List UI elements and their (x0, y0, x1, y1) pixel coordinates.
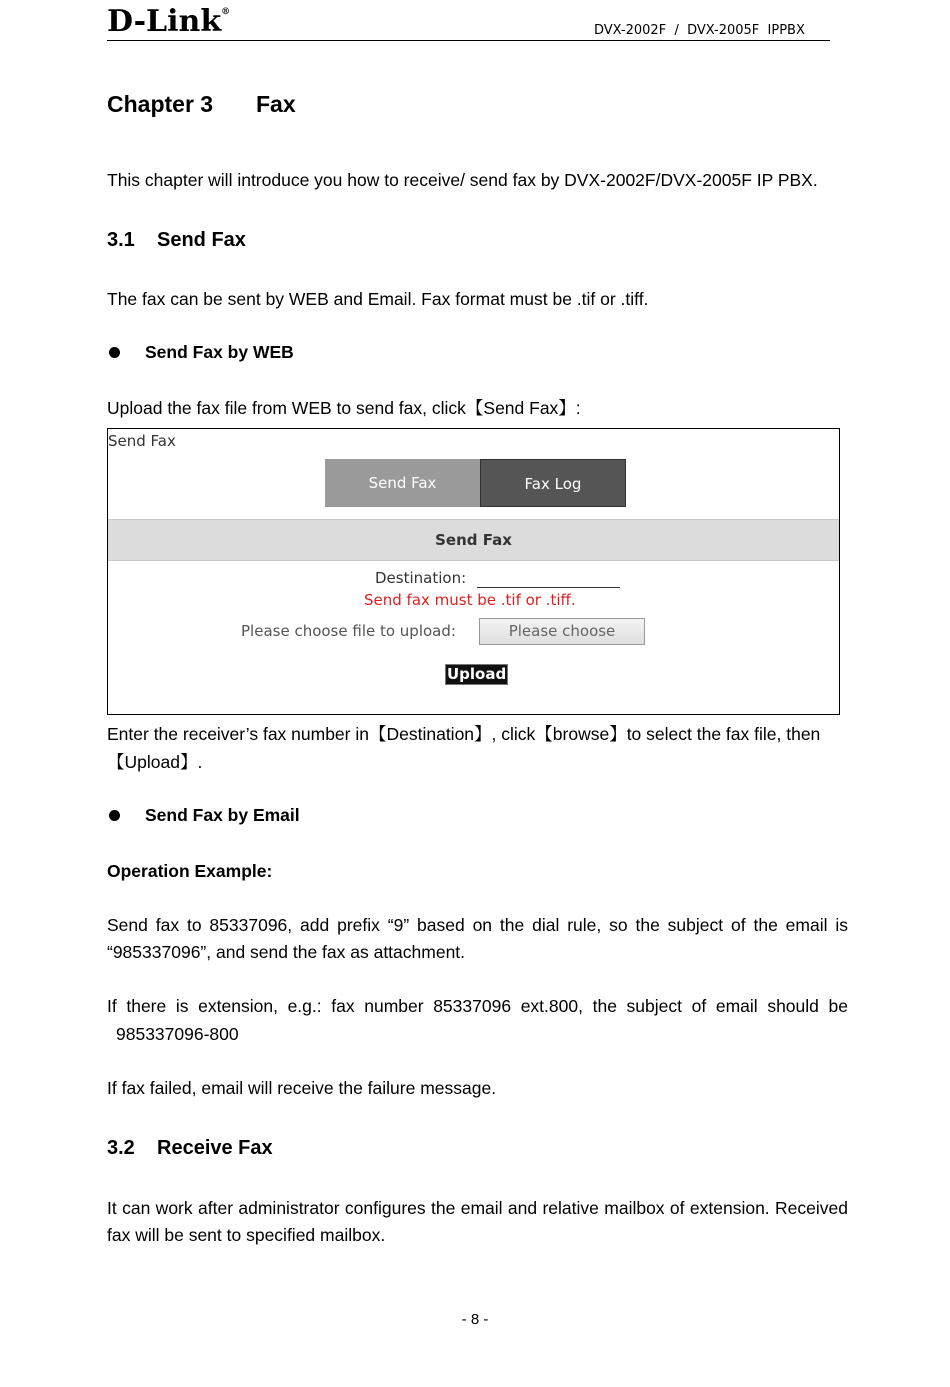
chapter-title: Fax (256, 91, 296, 117)
web-instruction-line1: Enter the receiver’s fax number in【Destination】, click【browse】to select the fax file, then (107, 724, 821, 744)
registered-mark: ® (221, 7, 231, 17)
email-example-2-line2: 985337096-800 (116, 1024, 239, 1044)
receive-fax-description: It can work after administrator configures the email and relative mailbox of extension. Received fax will be sent to specified mailbox. (107, 1198, 848, 1245)
upload-button[interactable]: Upload (447, 665, 507, 683)
section-3-1-heading (107, 229, 246, 252)
destination-label: Destination: (375, 569, 467, 587)
bullet-dot (109, 810, 120, 821)
send-fax-section-header: Send Fax (108, 519, 839, 561)
format-warning: Send fax must be .tif or .tiff. (364, 591, 576, 609)
tab-fax-log[interactable]: Fax Log (480, 459, 626, 507)
file-upload-label: Please choose file to upload: (241, 622, 456, 640)
section-title: Receive Fax (157, 1137, 273, 1159)
web-instruction-line2: 【Upload】. (107, 752, 203, 772)
dlink-logo (107, 4, 230, 39)
intro-paragraph: This chapter will introduce you how to receive/ send fax by DVX-2002F/DVX-2005F IP PBX. (107, 170, 818, 190)
bullet-label: Send Fax by Email (145, 805, 300, 825)
bullet-dot (109, 347, 120, 358)
page-number: - 8 - (461, 1311, 489, 1328)
destination-input[interactable] (477, 572, 620, 588)
email-example-1: Send fax to 85337096, add prefix “9” based on the dial rule, so the subject of the email is “985337096”, and send the fax as attachment. (107, 915, 848, 962)
screenshot-title: Send Fax (108, 432, 176, 450)
header-rule (107, 40, 830, 41)
chapter-heading (107, 91, 296, 118)
section-3-2-heading (107, 1137, 273, 1160)
tab-send-fax[interactable]: Send Fax (325, 459, 480, 507)
model-header: DVX-2002F / DVX-2005F IPPBX (594, 23, 805, 38)
web-intro: Upload the fax file from WEB to send fax, click【Send Fax】: (107, 398, 581, 418)
operation-example-label: Operation Example: (107, 861, 273, 881)
send-fax-screenshot (107, 428, 840, 715)
chapter-number: Chapter 3 (107, 91, 214, 117)
section-number: 3.1 (107, 229, 135, 251)
logo-text: D-Link (107, 4, 222, 39)
email-failure-note: If fax failed, email will receive the failure message. (107, 1078, 497, 1098)
send-fax-description: The fax can be sent by WEB and Email. Fax format must be .tif or .tiff. (107, 289, 649, 309)
tab-bar (325, 459, 626, 507)
section-number: 3.2 (107, 1137, 135, 1159)
bullet-label: Send Fax by WEB (145, 342, 294, 362)
email-example-2-line1: If there is extension, e.g.: fax number 85337096 ext.800, the subject of email should be (107, 996, 848, 1016)
section-title: Send Fax (157, 229, 246, 251)
choose-file-button[interactable]: Please choose (479, 618, 645, 645)
